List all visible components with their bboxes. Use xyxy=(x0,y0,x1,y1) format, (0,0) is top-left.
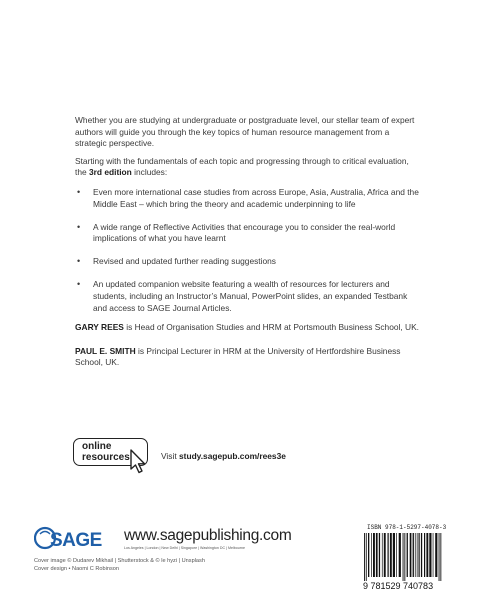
barcode-bar xyxy=(440,533,441,581)
online-resources-line1: online xyxy=(82,441,112,452)
barcode-bar xyxy=(366,533,367,581)
feature-list xyxy=(75,187,420,314)
online-resources-line2: resources xyxy=(82,451,130,463)
intro-paragraph: Whether you are studying at undergraduate or postgraduate level, our stellar team of expert authors will guide you through the key topics of human resource management from a strategic perspective. xyxy=(75,115,415,149)
barcode-bar xyxy=(433,533,434,577)
feature-item xyxy=(75,279,420,314)
edition-label: 3rd edition xyxy=(88,167,132,178)
author-bio-text: is Head of Organisation Studies and HRM at Portsmouth Business School, UK. xyxy=(123,322,420,332)
author-bio xyxy=(75,346,420,369)
barcode-bar xyxy=(415,533,416,577)
barcode-bar xyxy=(373,533,375,577)
lead-text-post: includes: xyxy=(131,167,168,178)
feature-item xyxy=(75,187,420,210)
publisher-cities: Los Angeles | London | New Delhi | Singapore | Washington DC | Melbourne xyxy=(124,546,246,550)
cover-credits xyxy=(34,557,205,573)
barcode-bar xyxy=(403,533,404,581)
bullet-icon: • xyxy=(77,256,81,267)
barcode-bar xyxy=(429,533,431,577)
publisher-website[interactable]: www.sagepublishing.com xyxy=(124,527,292,544)
barcode-bar xyxy=(382,533,383,577)
barcode-bar xyxy=(384,533,386,577)
barcode-bar xyxy=(424,533,425,577)
mouse-pointer-icon xyxy=(125,447,155,475)
isbn-label: ISBN 978-1-5297-4078-3 xyxy=(367,524,447,531)
barcode-bar xyxy=(376,533,378,577)
barcode-bar xyxy=(407,533,408,577)
lead-text-pre: Starting with the fundamentals of each topic and progressing through to critical evaluation, the xyxy=(75,155,409,178)
barcode-bar xyxy=(396,533,397,577)
barcode-bar xyxy=(410,533,412,577)
feature-text: A wide range of Reflective Activities that encourage you to consider the real-world implications of what you have learnt xyxy=(93,221,396,244)
author-name: GARY REES xyxy=(75,322,124,332)
sage-logo-text: SAGE xyxy=(50,530,102,550)
feature-text: An updated companion website featuring a wealth of resources for lecturers and students, including an Instructor’s Manual, PowerPoint slides, an expanded Testbank and access to SAGE Journal Articles. xyxy=(93,279,408,313)
barcode-bar xyxy=(435,533,437,577)
author-name: PAUL E. SMITH xyxy=(75,345,136,356)
isbn-barcode xyxy=(363,533,460,581)
barcode-bar xyxy=(371,533,372,577)
barcode-bar xyxy=(417,533,418,577)
barcode-bar xyxy=(426,533,428,577)
feature-item xyxy=(75,222,420,245)
cover-image-credit: Cover image © Dudarev Mikhail | Shutterstock & © le hyzi | Unsplash xyxy=(34,558,205,564)
companion-website-link[interactable]: study.sagepub.com/rees3e xyxy=(179,451,286,461)
barcode-bar xyxy=(413,533,414,577)
barcode-bar xyxy=(379,533,380,577)
cover-design-credit: Cover design • Naomi C Robinson xyxy=(34,566,119,572)
visit-prefix: Visit xyxy=(161,451,179,461)
feature-item xyxy=(75,256,420,268)
barcode-bar xyxy=(419,533,420,577)
barcode-bar xyxy=(388,533,389,577)
author-bios xyxy=(75,322,420,381)
barcode-bar xyxy=(393,533,395,577)
barcode-bar xyxy=(404,533,405,581)
barcode-bar xyxy=(364,533,365,581)
edition-lead-paragraph xyxy=(75,156,420,179)
bullet-icon: • xyxy=(77,221,81,232)
barcode-bar xyxy=(421,533,422,577)
back-cover-blurb xyxy=(75,115,420,326)
feature-text: Revised and updated further reading suggestions xyxy=(93,256,276,267)
barcode-digits: 9 781529 740783 xyxy=(363,581,434,591)
companion-website-line xyxy=(161,451,286,461)
barcode-bar xyxy=(368,533,369,577)
author-bio-text: is Principal Lecturer in HRM at the University of Hertfordshire Business School, UK. xyxy=(75,345,401,368)
author-bio xyxy=(75,322,420,334)
barcode-bar xyxy=(439,533,440,581)
barcode-bar xyxy=(399,533,401,577)
bullet-icon: • xyxy=(77,279,81,290)
feature-text: Even more international case studies from across Europe, Asia, Australia, Africa and the Middle East – which bring the theory and academic underpinning to life xyxy=(93,186,419,209)
sage-logo xyxy=(34,526,118,550)
barcode-bar xyxy=(390,533,392,577)
bullet-icon: • xyxy=(77,186,81,197)
